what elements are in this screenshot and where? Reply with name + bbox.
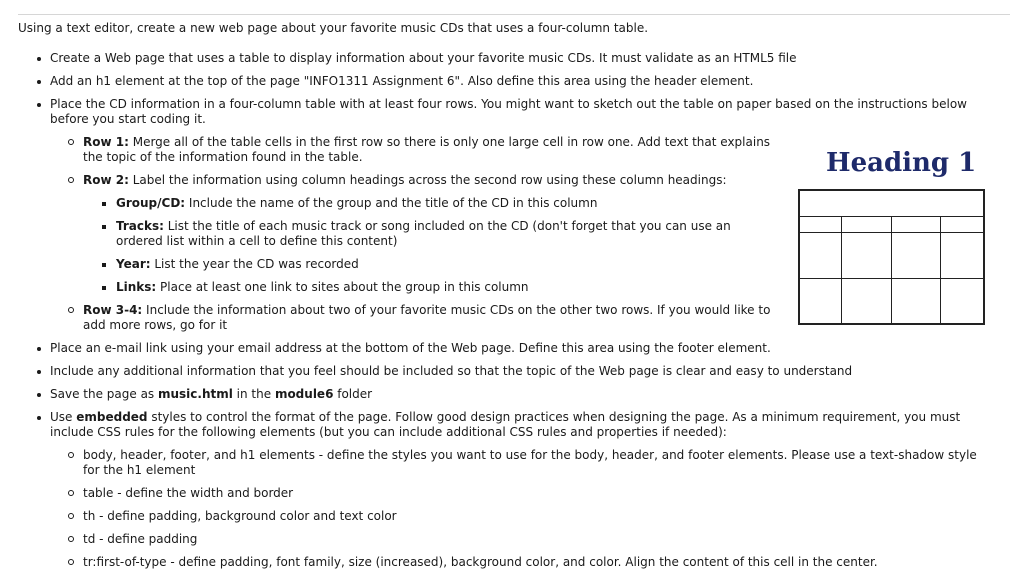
- list-item: Group/CD: Include the name of the group and the title of the CD in this column: [83, 196, 773, 211]
- list-item: Year: List the year the CD was recorded: [83, 257, 773, 272]
- list-item: Place the CD information in a four-column table with at least four rows. You might want to sketch out the table on paper based on the instructions below before you start coding it. Row 1: Merge all of the table cells in the first row so there is only one large cell in row one. Add text that explains the topic of the information found in the table. Row 2: Label the information using column headings across the second row using these column headings: Group/CD: Include the name of the group and the title of the CD in this column Tracks: List the title of each music track or song included on the CD (don't forget that you can use an ordered list within a cell to define this content) Year: List the year the CD was recorded Links: Place at least one link to sites about the group in this column Row 3-4: Include the information about two of your favorite music CDs on the other two rows. If you would like to add more rows, go for it: [0, 97, 995, 333]
- table-sketch: [798, 189, 985, 325]
- list-item: Tracks: List the title of each music track or song included on the CD (don't forget that you can use an ordered list within a cell to define this content): [83, 219, 773, 249]
- list-item: Save the page as music.html in the module6 folder: [0, 387, 995, 402]
- list-item: table - define the width and border: [50, 486, 995, 501]
- list-item: Row 2: Label the information using column headings across the second row using these column headings: Group/CD: Include the name of the group and the title of the CD in this column Tracks: List the title of each music track or song included on the CD (don't forget that you can use an ordered list within a cell to define this content) Year: List the year the CD was recorded Links: Place at least one link to sites about the group in this column: [50, 173, 773, 295]
- list-item: Place an e-mail link using your email address at the bottom of the Web page. Define this area using the footer element.: [0, 341, 995, 356]
- column-headings: [83, 196, 773, 295]
- top-divider: [18, 14, 1010, 15]
- heading-1-sample: Heading 1: [826, 148, 977, 178]
- list-item: tr:first-of-type - define padding, font family, size (increased), background color, and color. Align the content of this cell in the center.: [50, 555, 995, 570]
- list-item: th - define padding, background color and text color: [50, 509, 995, 524]
- css-rules-list: [50, 448, 995, 570]
- list-item: Links: Place at least one link to sites about the group in this column: [83, 280, 773, 295]
- list-item: Create a Web page that uses a table to display information about your favorite music CDs. It must validate as an HTML5 file: [0, 51, 995, 66]
- list-item: Use embedded styles to control the format of the page. Follow good design practices when designing the page. As a minimum requirement, you must include CSS rules for the following elements (but you can include additional CSS rules and properties if needed): body, header, footer, and h1 elements - define the styles you want to use for the body, header, and footer elements. Please use a text-shadow style for the h1 element table - define the width and border th - define padding, background color and text color td - define padding tr:first-of-type - define padding, font family, size (increased), background color, and color. Align the content of this cell in the center.: [0, 410, 995, 570]
- list-item: Row 1: Merge all of the table cells in the first row so there is only one large cell in row one. Add text that explains the topic of the information found in the table.: [50, 135, 773, 165]
- table-line: [891, 217, 892, 323]
- table-line: [940, 217, 941, 323]
- list-item: Add an h1 element at the top of the page "INFO1311 Assignment 6". Also define this area using the header element.: [0, 74, 995, 89]
- list-item: Row 3-4: Include the information about two of your favorite music CDs on the other two rows. If you would like to add more rows, go for it: [50, 303, 773, 333]
- table-line: [841, 217, 842, 323]
- intro-text: Using a text editor, create a new web page about your favorite music CDs that uses a four-column table.: [18, 21, 649, 35]
- list-item: td - define padding: [50, 532, 995, 547]
- list-item: body, header, footer, and h1 elements - define the styles you want to use for the body, header, and footer elements. Please use a text-shadow style for the h1 element: [50, 448, 995, 478]
- list-item: Include any additional information that you feel should be included so that the topic of the Web page is clear and easy to understand: [0, 364, 995, 379]
